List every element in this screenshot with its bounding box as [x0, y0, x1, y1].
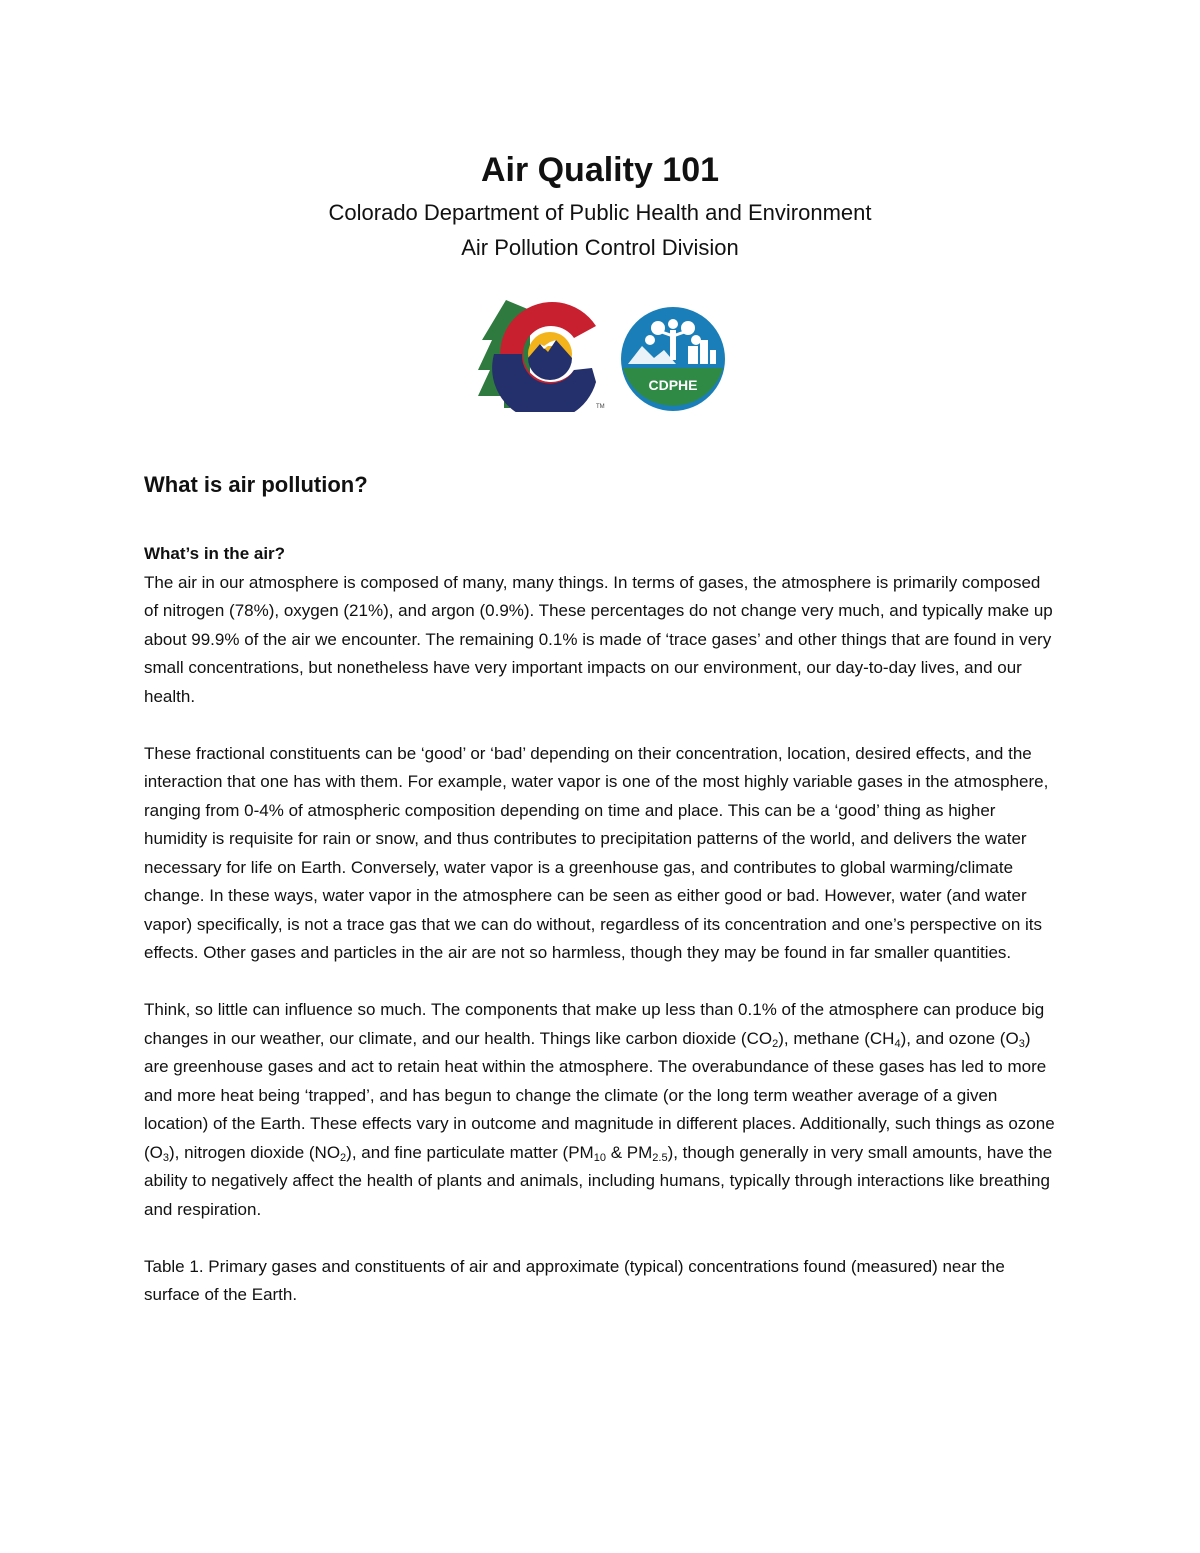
agency-name: Colorado Department of Public Health and Environment [328, 200, 872, 225]
colorado-state-logo [478, 296, 613, 412]
table-caption: Table 1. Primary gases and constituents of air and approximate (typical) concentrations found (measured) near the surface of the Earth. [144, 1256, 1005, 1304]
page-title: Air Quality 101 [480, 151, 720, 189]
paragraph-1: The air in our atmosphere is composed of many, many things. In terms of gases, the atmosphere is primarily composed of nitrogen (78%), oxygen (21%), and argon (0.9%). These percentages do not change very much, and typically make up about 99.9% of the air we encounter. The remaining 0.1% is made of ‘trace gases’ and other things that are found in very small concentrations, but nonetheless have very important impacts on our environment, our day-to-day lives, and our health. [144, 572, 1053, 706]
person-tree-icon [668, 319, 678, 329]
section-body [144, 540, 1059, 1310]
trademark-symbol: TM [596, 404, 605, 410]
section-heading: What is air pollution? [144, 472, 368, 497]
paragraph-2: These fractional constituents can be ‘good’ or ‘bad’ depending on their concentration, location, desired effects, and the interaction that one has with them. For example, water vapor is one of the most highly variable gases in the atmosphere, ranging from 0-4% of atmospheric composition depending on time and place. This can be a ‘good’ thing as higher humidity is requisite for rain or snow, and thus contributes to precipitation patterns of the world, and delivers the water necessary for life on Earth. Conversely, water vapor is a greenhouse gas, and contributes to global warming/climate change. In these ways, water vapor in the atmosphere can be seen as either good or bad. However, water (and water vapor) specifically, is not a trace gas that we can do without, regardless of its concentration and one’s perspective on its effects. Other gases and particles in the air are not so harmless, though they may be found in far smaller quantities. [144, 743, 1049, 962]
cdphe-logo [620, 306, 726, 412]
cdphe-wordmark: CDPHE [648, 377, 698, 393]
subsection-heading: What’s in the air? [144, 544, 286, 563]
logo-group [478, 296, 728, 416]
paragraph-3: Think, so little can influence so much. The components that make up less than 0.1% of the atmosphere can produce big changes in our weather, our climate, and our health. Things like carbon dioxide $(CO_2)$, methane $(CH_4)$, and ozone $(O_3)$ are greenhouse gases and act to retain heat within the atmosphere. The overabundance of these gases has led to more and more heat being ‘trapped’, and has begun to change the climate (or the long term weather average of a given location) of the Earth. These effects vary in outcome and magnitude in different places. Additionally, such things as ozone $(O_3)$, nitrogen dioxide $(NO_2)$, and fine particulate matter ($PM_{10}$ & $PM_{2.5}$), though generally in very small amounts, have the ability to negatively affect the health of plants and animals, including humans, typically through interactions like breathing and respiration. [144, 1000, 1055, 1219]
division-name: Air Pollution Control Division [461, 235, 739, 260]
